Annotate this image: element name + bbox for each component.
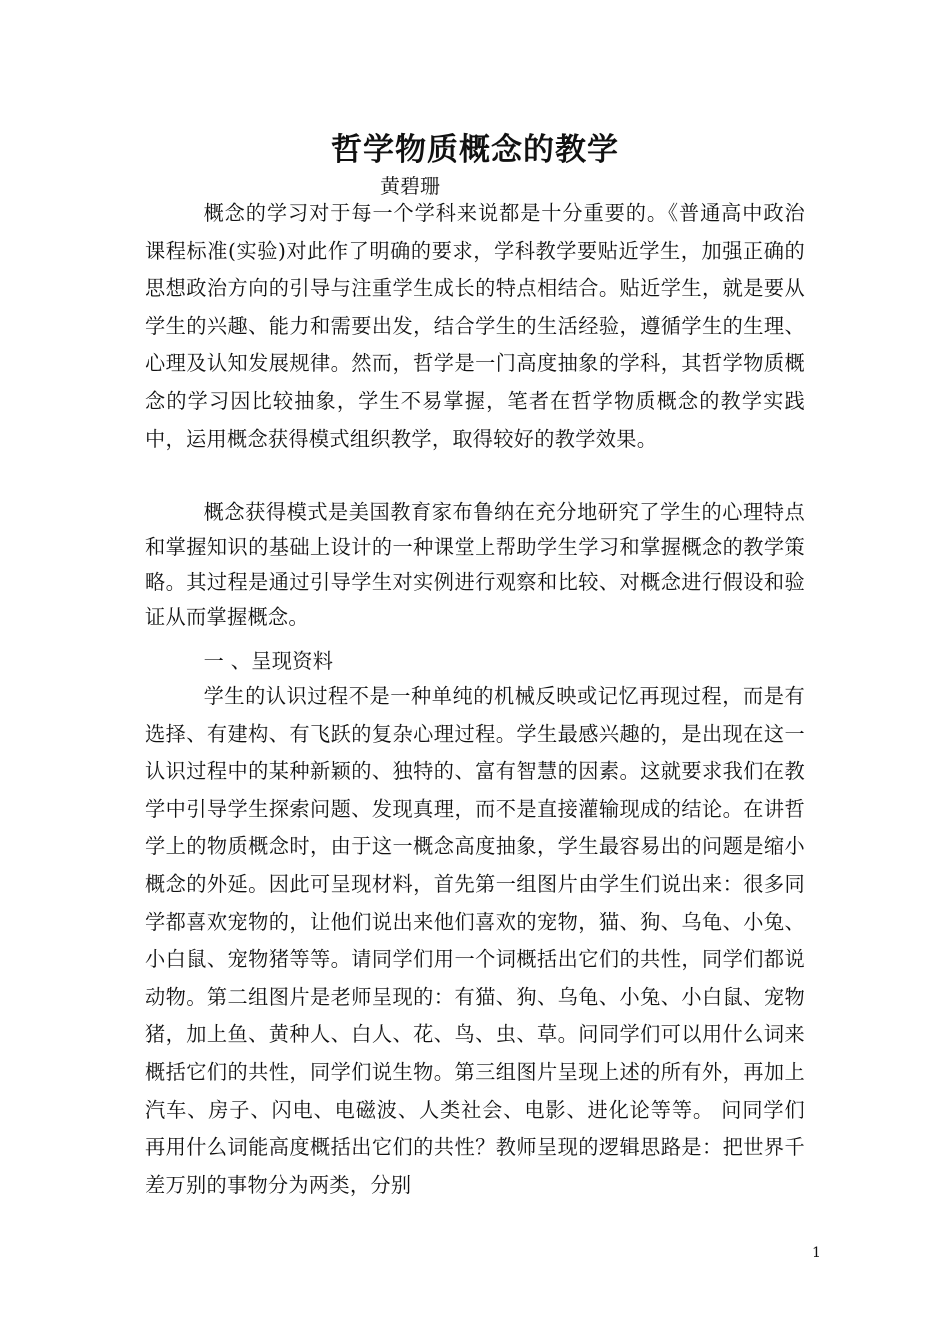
page-number: 1: [812, 1245, 821, 1261]
section-heading: 一 、呈现资料: [203, 649, 334, 673]
document-author: 黄碧珊: [380, 174, 440, 198]
paragraph: 概念的学习对于每一个学科来说都是十分重要的。《普通高中政治课程标准(实验)对此作了明确的要求，学科教学要贴近学生，加强正确的思想政治方向的引导与注重学生成长的特点相结合。贴近学生，就是要从学生的兴趣、能力和需要出发，结合学生的生活经验，遵循学生的生理、心理及认知发展规律。然而，哲学是一门高度抽象的学科，其哲学物质概念的学习因比较抽象，学生不易掌握，笔者在哲学物质概念的教学实践中，运用概念获得模式组织教学，取得较好的教学效果。: [145, 201, 805, 451]
paragraph: 概念获得模式是美国教育家布鲁纳在充分地研究了学生的心理特点和掌握知识的基础上设计的一种课堂上帮助学生学习和掌握概念的教学策略。其过程是通过引导学生对实例进行观察和比较、对概念进行假设和验证从而掌握概念。: [145, 500, 805, 629]
document-title: 哲学物质概念的教学: [331, 132, 619, 168]
paragraph: 学生的认识过程不是一种单纯的机械反映或记忆再现过程，而是有选择、有建构、有飞跃的复杂心理过程。学生最感兴趣的，是出现在这一认识过程中的某种新颖的、独特的、富有智慧的因素。这就要求我们在教学中引导学生探索问题、发现真理，而不是直接灌输现成的结论。在讲哲学上的物质概念时，由于这一概念高度抽象，学生最容易出的问题是缩小概念的外延。因此可呈现材料，首先第一组图片由学生们说出来：很多同学都喜欢宠物的，让他们说出来他们喜欢的宠物，猫、狗、乌龟、小兔、小白鼠、宠物猪等等。请同学们用一个词概括出它们的共性，同学们都说动物。第二组图片是老师呈现的：有猫、狗、乌龟、小兔、小白鼠、宠物猪，加上鱼、黄种人、白人、花、鸟、虫、草。问同学们可以用什么词来概括它们的共性，同学们说生物。第三组图片呈现上述的所有外，再加上汽车、房子、闪电、电磁波、人类社会、电影、进化论等等。 问同学们再用什么词能高度概括出它们的共性？教师呈现的逻辑思路是：把世界千差万别的事物分为两类，分别: [145, 684, 805, 1197]
